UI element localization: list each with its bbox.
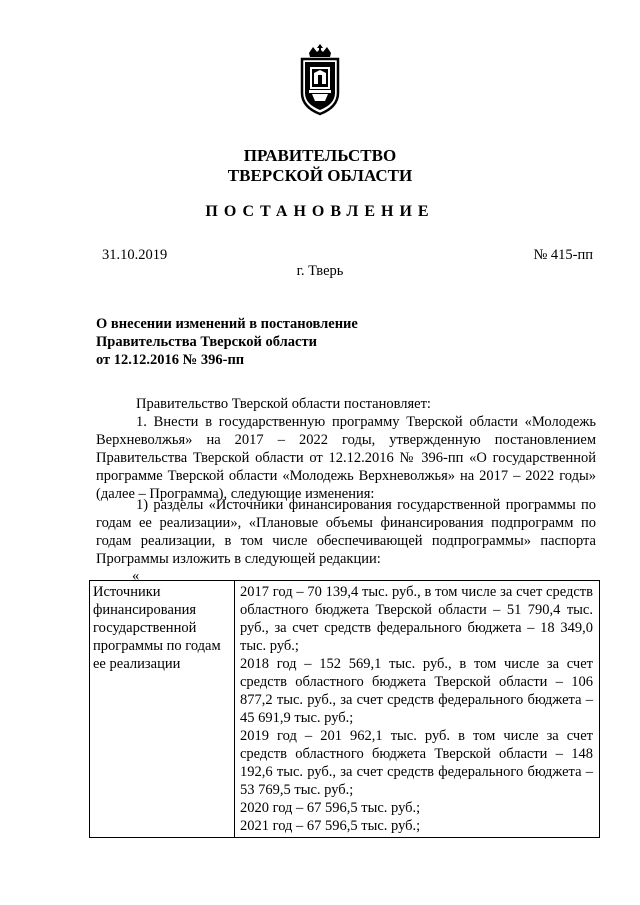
table-cell-values xyxy=(235,581,600,838)
government-title-line2: ТВЕРСКОЙ ОБЛАСТИ xyxy=(227,166,413,185)
financing-table xyxy=(89,580,600,838)
table-cell-label: Источники финансирования государственной программы по годам ее реализации xyxy=(90,581,235,838)
financing-2021: 2021 год – 67 596,5 тыс. руб.; xyxy=(240,818,421,834)
financing-2018: 2018 год – 152 569,1 тыс. руб., в том числе за счет средств областного бюджета Тверской области – 106 877,2 тыс. руб., за счет средств федерального бюджета – 45 691,9 тыс. руб.; xyxy=(240,656,593,726)
table-row xyxy=(90,581,600,838)
document-number: № 415-пп xyxy=(533,247,593,263)
item-1-1-paragraph: 1) разделы «Источники финансирования государственной программы по годам ее реализации», «Плановые объемы финансирования подпрограмм по годам реализации, в том числе обеспечивающей подпрограммы» паспорта Программы изложить в следующей редакции: xyxy=(96,497,596,567)
item-1-paragraph: 1. Внести в государственную программу Тверской области «Молодежь Верхневолжья» на 2017 – 2022 годы, утвержденную постановлением Правительства Тверской области от 12.12.2016 № 396-пп «О государственной программе Тверской области «Молодежь Верхневолжья» на 2017 – 2022 годы» (далее – Программа), следующие изменения: xyxy=(96,414,596,502)
document-city: г. Тверь xyxy=(296,263,344,279)
opening-quote-mark: « xyxy=(132,568,140,584)
document-date: 31.10.2019 xyxy=(102,247,168,263)
subject-line1: О внесении изменений в постановление xyxy=(96,316,358,332)
document-type-title: ПОСТАНОВЛЕНИЕ xyxy=(205,203,435,220)
financing-2017: 2017 год – 70 139,4 тыс. руб., в том числе за счет средств областного бюджета Тверской области – 51 790,4 тыс. руб., за счет средств федерального бюджета – 18 349,0 тыс. руб.; xyxy=(240,584,593,654)
financing-2019: 2019 год – 201 962,1 тыс. руб. в том числе за счет средств областного бюджета Тверской области – 148 192,6 тыс. руб., за счет средств федерального бюджета – 53 769,5 тыс. руб.; xyxy=(240,728,593,798)
subject-line2: Правительства Тверской области xyxy=(96,334,317,350)
intro-paragraph: Правительство Тверской области постановляет: xyxy=(136,396,431,412)
subject-line3: от 12.12.2016 № 396-пп xyxy=(96,352,245,368)
financing-2020: 2020 год – 67 596,5 тыс. руб.; xyxy=(240,800,421,816)
document-subject xyxy=(96,315,358,369)
coat-of-arms-icon xyxy=(295,43,345,116)
government-title-line1: ПРАВИТЕЛЬСТВО xyxy=(243,146,397,165)
